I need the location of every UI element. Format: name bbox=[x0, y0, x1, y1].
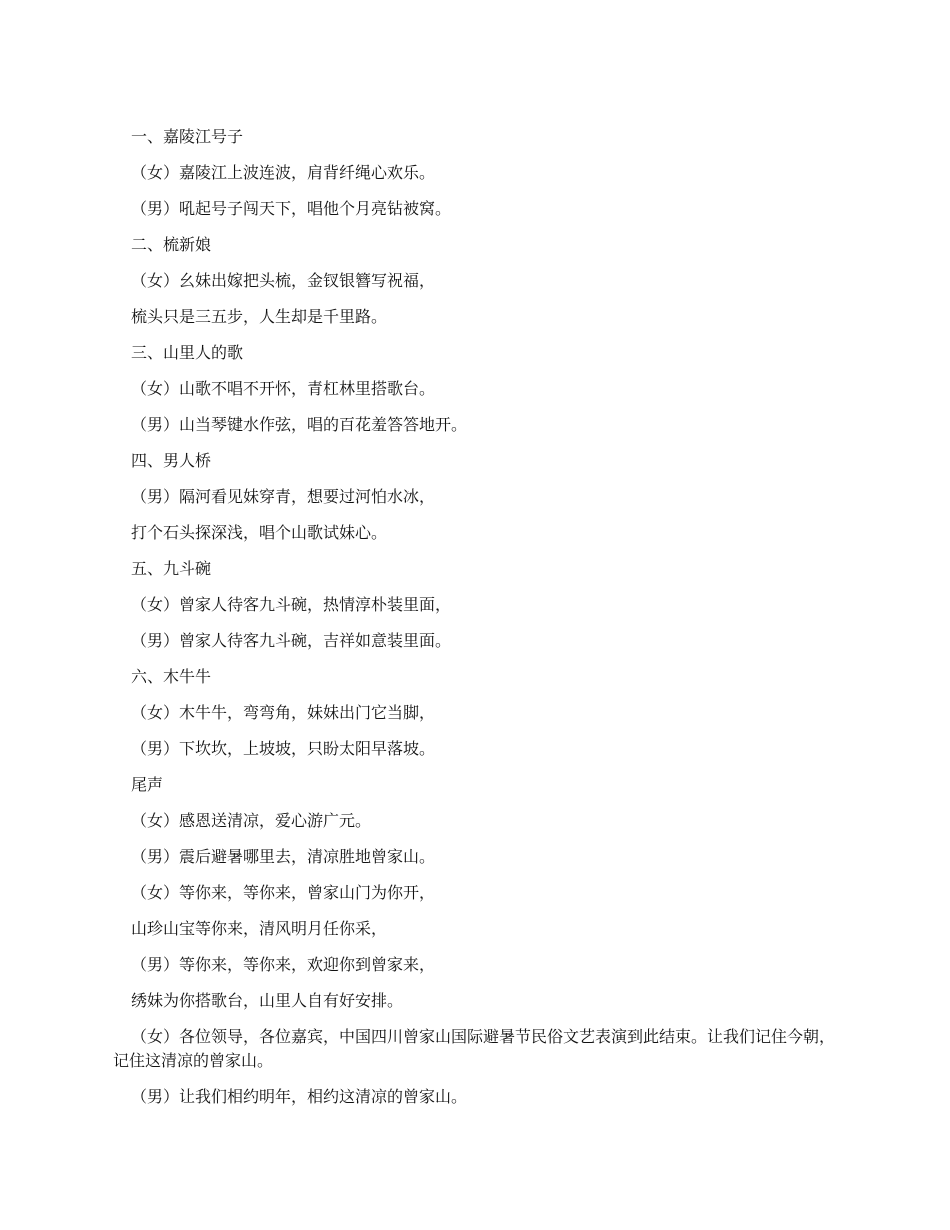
section-heading: 六、木牛牛 bbox=[131, 667, 212, 686]
lyric-line: 梳头只是三五步，人生却是千里路。 bbox=[131, 307, 388, 326]
lyric-line: （男）震后避暑哪里去，清凉胜地曾家山。 bbox=[131, 847, 436, 866]
lyric-line: （女）等你来，等你来，曾家山门为你开， bbox=[131, 883, 436, 902]
closing-remark-female: （女）各位领导，各位嘉宾，中国四川曾家山国际避暑节民俗文艺表演到此结束。让我们记住今朝，记住这清凉的曾家山。 bbox=[113, 1027, 836, 1070]
lyric-line: （女）曾家人待客九斗碗，热情淳朴装里面， bbox=[131, 595, 452, 614]
closing-remark-male: （男）让我们相约明年，相约这清凉的曾家山。 bbox=[131, 1087, 468, 1106]
lyric-line: 打个石头探深浅，唱个山歌试妹心。 bbox=[131, 523, 388, 542]
section-heading: 二、梳新娘 bbox=[131, 235, 212, 254]
lyric-line: （男）隔河看见妹穿青，想要过河怕水冰， bbox=[131, 487, 436, 506]
lyric-line: （女）幺妹出嫁把头梳，金钗银簪写祝福， bbox=[131, 271, 436, 290]
lyric-line: （男）曾家人待客九斗碗，吉祥如意装里面。 bbox=[131, 631, 452, 650]
lyric-line: （男）下坎坎，上坡坡，只盼太阳早落坡。 bbox=[131, 739, 436, 758]
document-body bbox=[113, 125, 843, 1121]
lyric-line: （男）吼起号子闯天下，唱他个月亮钻被窝。 bbox=[131, 199, 452, 218]
lyric-line: （女）感恩送清凉，爱心游广元。 bbox=[131, 811, 372, 830]
lyric-line: （女）嘉陵江上波连波，肩背纤绳心欢乐。 bbox=[131, 163, 436, 182]
lyric-line: （男）等你来，等你来，欢迎你到曾家来， bbox=[131, 955, 436, 974]
lyric-line: （女）木牛牛，弯弯角，妹妹出门它当脚， bbox=[131, 703, 436, 722]
lyric-line: （女）山歌不唱不开怀，青杠林里搭歌台。 bbox=[131, 379, 436, 398]
section-heading: 尾声 bbox=[131, 775, 164, 794]
section-heading: 三、山里人的歌 bbox=[131, 343, 244, 362]
section-heading: 五、九斗碗 bbox=[131, 559, 212, 578]
section-heading: 四、男人桥 bbox=[131, 451, 212, 470]
lyric-line: 山珍山宝等你来，清风明月任你采， bbox=[131, 919, 388, 938]
lyric-line: （男）山当琴键水作弦，唱的百花羞答答地开。 bbox=[131, 415, 468, 434]
section-heading: 一、嘉陵江号子 bbox=[131, 127, 244, 146]
lyric-line: 绣妹为你搭歌台，山里人自有好安排。 bbox=[131, 991, 404, 1010]
